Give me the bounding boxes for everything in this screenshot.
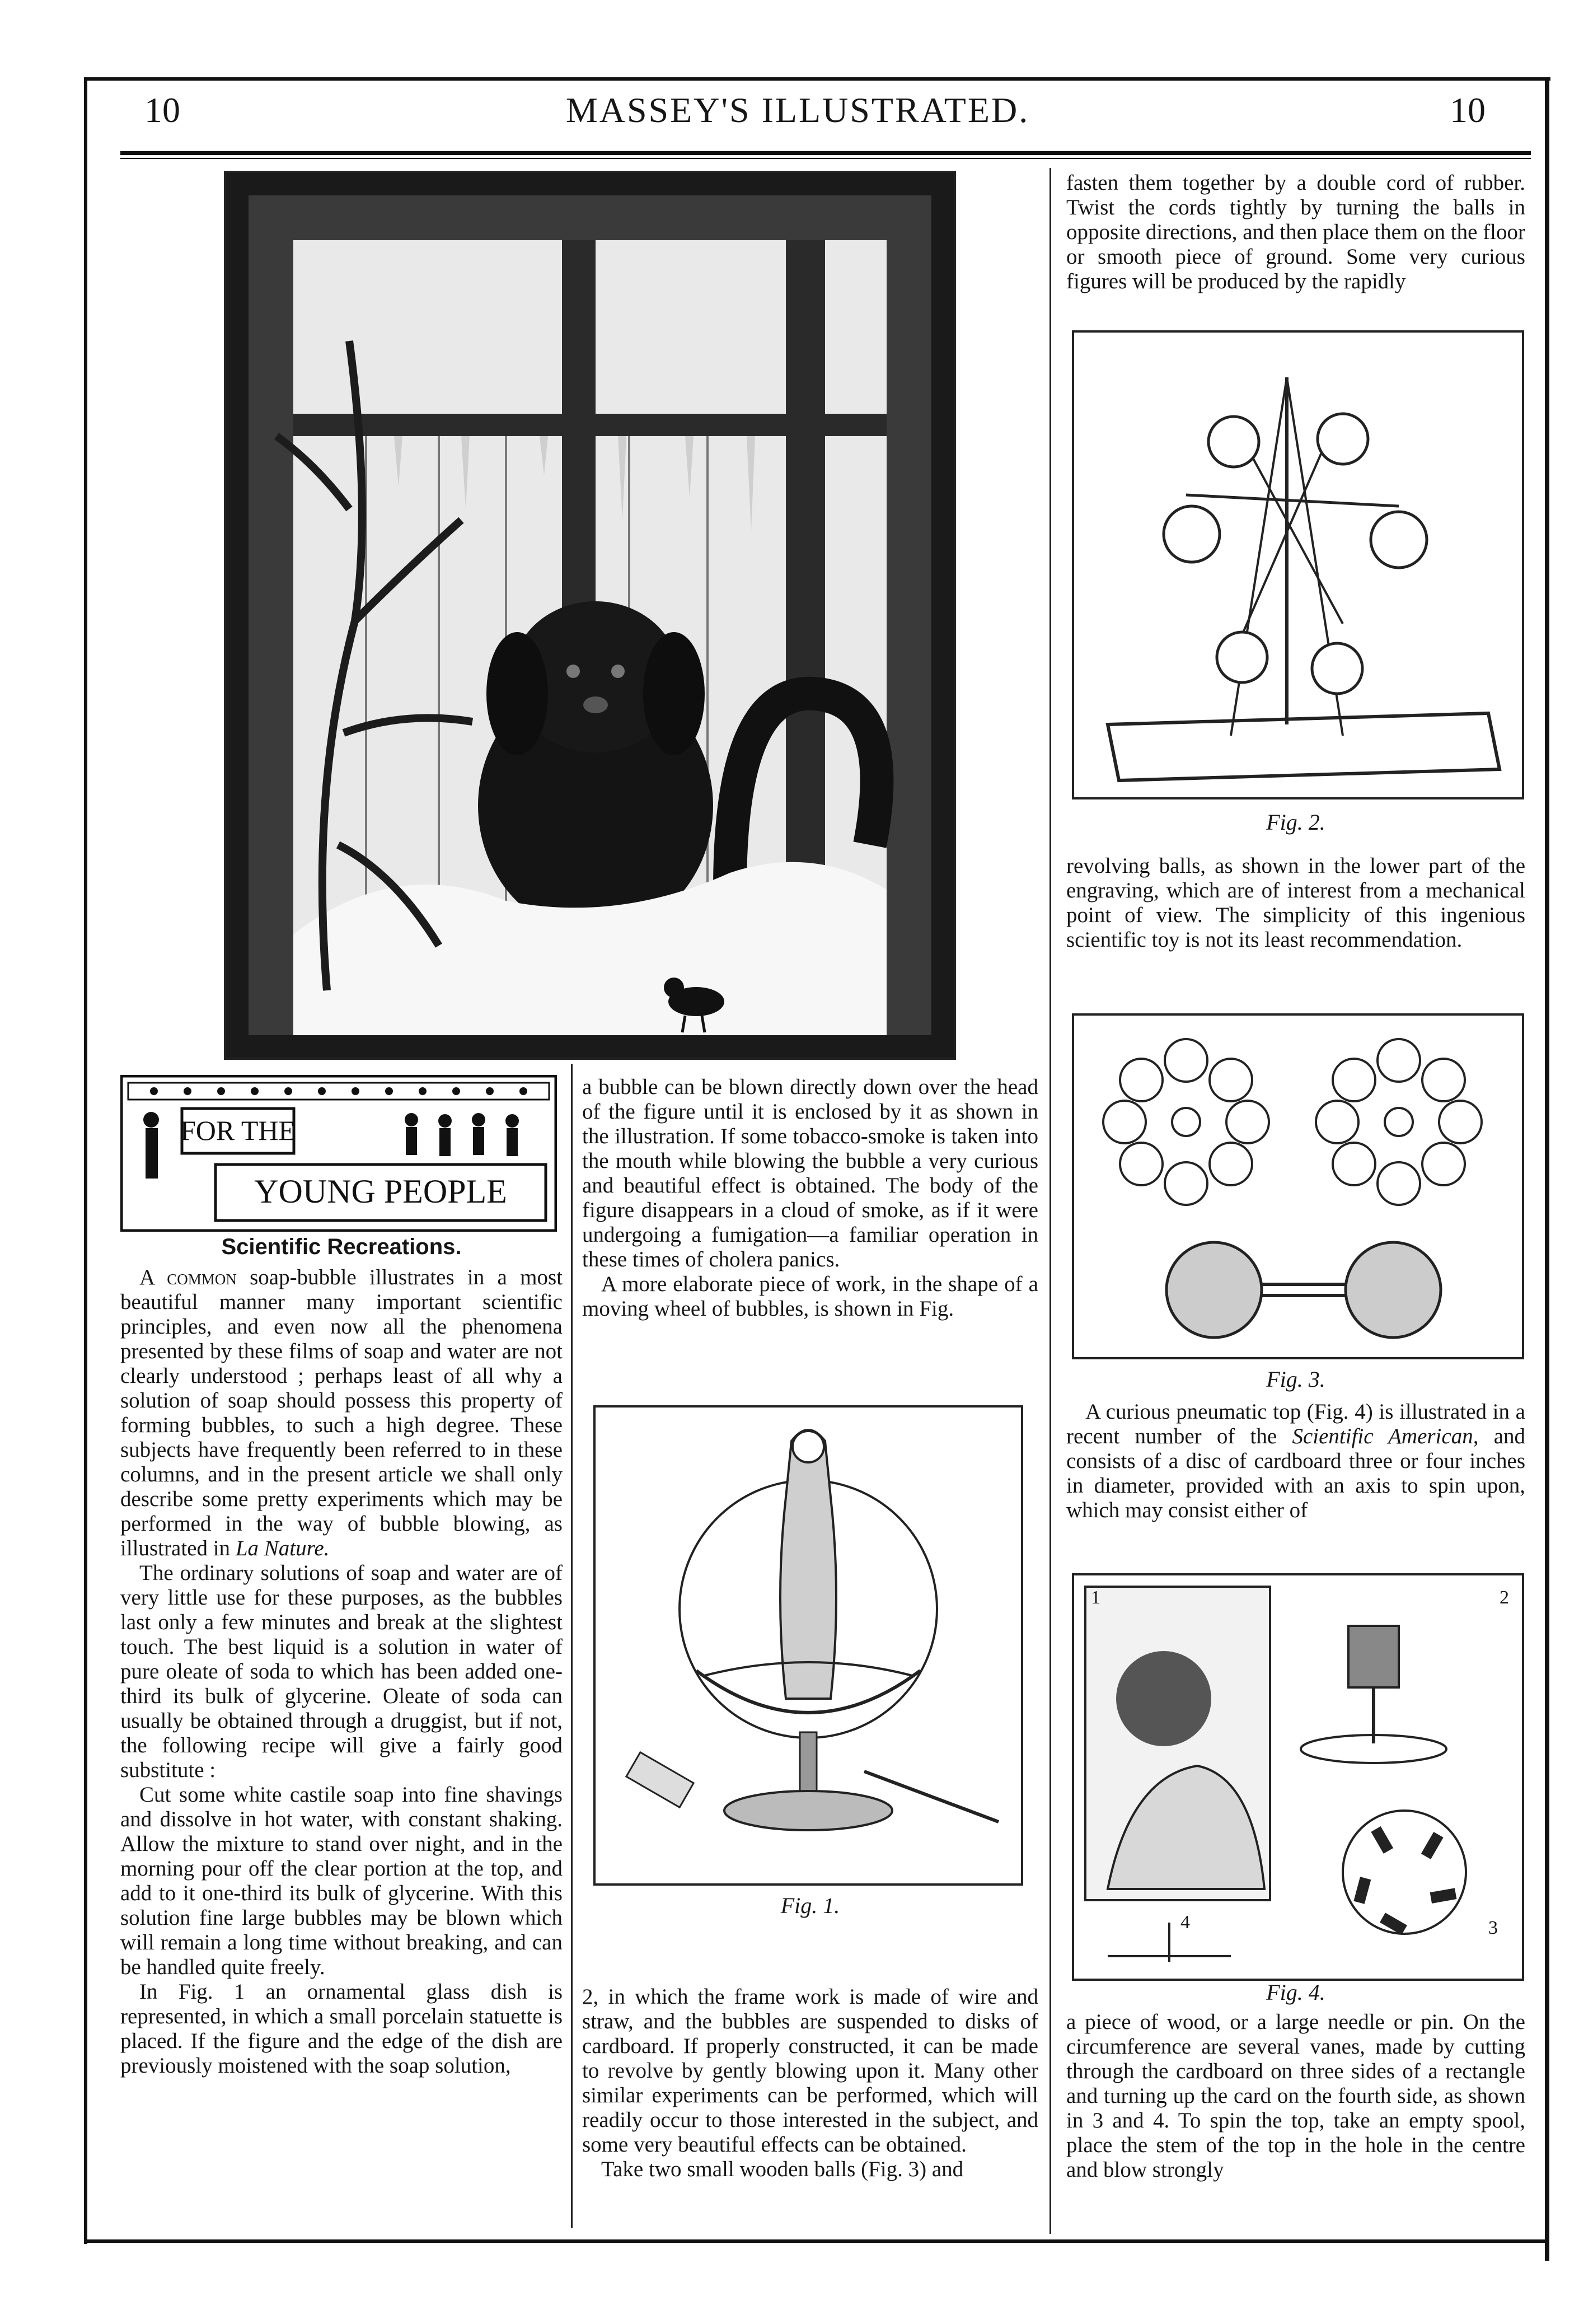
- figure-1-caption: Fig. 1.: [780, 1893, 840, 1918]
- banner-line2: YOUNG PEOPLE: [254, 1173, 507, 1210]
- lead-in: A common: [139, 1265, 237, 1289]
- column-2-text-continued: [582, 1985, 1038, 2182]
- paragraph: Cut some white castile soap into fine shavings and dissolve in hot water, with constant shaking. Allow the mixture to stand over night, and in the morning pour off the clear portion at the top, and add to it one-third its bulk of glycerine. With this solution fine large bubbles may be blown which will remain a long time without breaking, and can be handled quite freely.: [120, 1783, 563, 1979]
- paragraph: 2, in which the frame work is made of wire and straw, and the bubbles are suspended to disks of cardboard. If properly constructed, it can be made to revolve by gently blowing upon it. Many other similar experiments can be performed, which will readily occur to those interested in the subject, and some very beautiful effects can be obtained.: [582, 1985, 1038, 2157]
- column-rule-1: [571, 1064, 573, 2228]
- paragraph: a bubble can be blown directly down over the head of the figure until it is enclosed by it as shown in the illustration. If some tobacco-smoke is taken into the mouth while blowing the bubble a very curious and beautiful effect is obtained. The body of the figure disappears in a cloud of smoke, as if it were undergoing a fumigation—a familiar operation in these times of cholera panics.: [582, 1075, 1038, 1271]
- dog-window-illustration: [226, 173, 954, 1058]
- figure-4-pneumatic-top: [1072, 1573, 1524, 1981]
- fig4-label-2: 2: [1500, 1587, 1509, 1608]
- fig4-illustration: [1074, 1575, 1522, 1979]
- column-1-text: [120, 1265, 563, 2078]
- column-3-text-2: [1066, 854, 1525, 952]
- figure-4-caption: Fig. 4.: [1266, 1980, 1325, 2005]
- paragraph: [120, 1265, 563, 1561]
- banner-ornament: [120, 1075, 557, 1232]
- header-rule-thin: [120, 158, 1531, 159]
- page-border-top: [84, 77, 1550, 81]
- column-3-text-3: [1066, 1400, 1525, 1523]
- figure-1-bubble-statuette: [593, 1405, 1023, 1886]
- page-border-bottom: [84, 2239, 1549, 2243]
- paragraph-text: A curious pneumatic top (Fig. 4) is illustrated in a recent number of the: [1066, 1400, 1525, 1448]
- column-3-text-4: [1066, 2010, 1525, 2182]
- fig1-illustration: [596, 1408, 1021, 1883]
- header-rule: [120, 151, 1531, 155]
- fig3-illustration: [1074, 1016, 1522, 1357]
- figure-3-caption: Fig. 3.: [1266, 1367, 1325, 1392]
- paragraph-text: and consists of a disc of cardboard three or four inches in diameter, provided with an axis to spin upon, which may consist either of: [1066, 1424, 1526, 1522]
- section-title: Scientific Recreations.: [221, 1235, 462, 1259]
- paragraph: In Fig. 1 an ornamental glass dish is represented, in which a small porcelain statuette is placed. If the figure and the edge of the dish are previously moistened with the soap solution,: [120, 1980, 563, 2078]
- page-number-right: 10: [1450, 90, 1486, 130]
- figure-2-caption: Fig. 2.: [1266, 810, 1325, 835]
- column-rule-2: [1049, 168, 1051, 2234]
- paragraph: a piece of wood, or a large needle or pin. On the circumference are several vanes, made by cutting through the cardboard on three sides of a rectangle and turning up the card on the fourth side, as shown in 3 and 4. To spin the top, take an empty spool, place the stem of the top in the hole in the centre and blow strongly: [1066, 2010, 1525, 2182]
- fig4-label-1: 1: [1091, 1587, 1100, 1608]
- fig4-label-4: 4: [1180, 1912, 1190, 1933]
- fig2-illustration: [1074, 333, 1522, 797]
- banner-line1: FOR THE: [180, 1115, 296, 1146]
- figure-3-rubber-balls: [1072, 1013, 1524, 1359]
- figure-2-bubble-wheel: [1072, 330, 1524, 799]
- for-the-young-people-banner: [120, 1075, 557, 1232]
- paragraph: A more elaborate piece of work, in the shape of a moving wheel of bubbles, is shown in Fig.: [582, 1272, 1038, 1321]
- paragraph: [1066, 1400, 1525, 1523]
- publication-name: La Nature.: [235, 1536, 330, 1560]
- publication-name: Scientific American,: [1292, 1424, 1479, 1448]
- page-number-left: 10: [144, 90, 180, 130]
- masthead-title: MASSEY'S ILLUSTRATED.: [565, 90, 1030, 130]
- paragraph: Take two small wooden balls (Fig. 3) and: [601, 2157, 964, 2181]
- paragraph: fasten them together by a double cord of rubber. Twist the cords tightly by turning the balls in opposite directions, and then place them on the floor or smooth piece of ground. Some very curious figures will be produced by the rapidly: [1066, 171, 1525, 293]
- fig4-label-3: 3: [1488, 1918, 1498, 1938]
- dog-window-engraving: [224, 171, 956, 1060]
- column-3-text: [1066, 171, 1525, 294]
- page-border-left: [84, 77, 87, 2244]
- paragraph: revolving balls, as shown in the lower part of the engraving, which are of interest from a mechanical point of view. The simplicity of this ingenious scientific toy is not its least recommendation.: [1066, 854, 1525, 952]
- column-2-text: [582, 1075, 1038, 1321]
- paragraph: The ordinary solutions of soap and water are of very little use for these purposes, as the bubbles last only a few minutes and break at the slightest touch. The best liquid is a solution in water of pure oleate of soda to which has been added one-third its bulk of glycerine. Oleate of soda can usually be obtained through a druggist, but if not, the following recipe will give a fairly good substitute :: [120, 1561, 563, 1782]
- paragraph-text: soap-bubble illustrates in a most beautiful manner many important scientific principles, and even now all the phenomena presented by these films of soap and water are not clearly understood ; perhaps least of all why a solution of soap should possess this property of forming bubbles, to such a high degree. These subjects have frequently been referred to in these columns, and in the present article we shall only describe some pretty experiments which may be performed in the way of bubble blowing, as illustrated in: [120, 1265, 563, 1560]
- page-border-right: [1545, 77, 1549, 2261]
